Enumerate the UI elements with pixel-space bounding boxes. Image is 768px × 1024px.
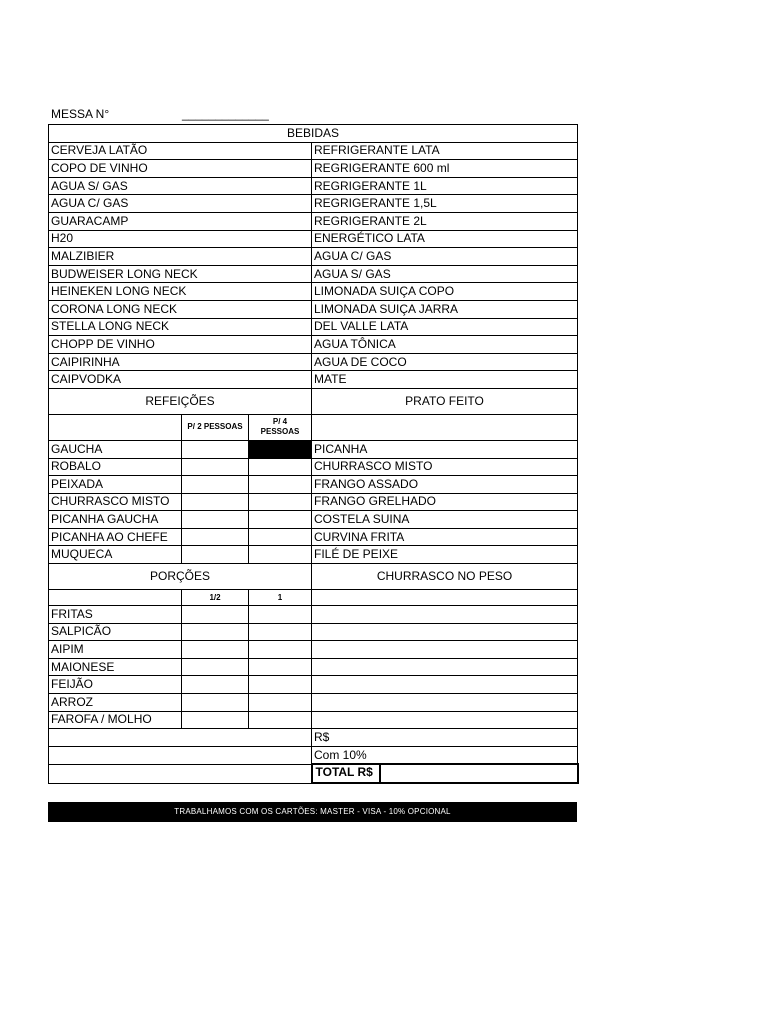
qty-2-pessoas[interactable] xyxy=(182,458,249,476)
refeicao-item[interactable]: PEIXADA xyxy=(49,476,182,494)
porcoes-title: PORÇÕES xyxy=(49,564,312,590)
refeicao-item[interactable]: MUQUECA xyxy=(49,546,182,564)
qty-meia[interactable] xyxy=(182,641,249,659)
bebida-item-right[interactable]: AGUA C/ GAS xyxy=(312,248,578,266)
bebidas-row xyxy=(49,353,578,371)
prato-feito-subheader-blank xyxy=(312,414,578,440)
qty-4-pessoas[interactable] xyxy=(249,546,312,564)
refeicao-item[interactable]: PICANHA GAUCHA xyxy=(49,511,182,529)
churrasco-title: CHURRASCO NO PESO xyxy=(312,564,578,590)
porcao-item[interactable]: FEIJÃO xyxy=(49,676,182,694)
prato-feito-item[interactable]: CURVINA FRITA xyxy=(312,528,578,546)
total-rs[interactable] xyxy=(312,764,578,783)
bebidas-row xyxy=(49,318,578,336)
churrasco-entry[interactable] xyxy=(312,623,578,641)
prato-feito-item[interactable]: FILÉ DE PEIXE xyxy=(312,546,578,564)
qty-2-pessoas[interactable] xyxy=(182,476,249,494)
bebidas-row xyxy=(49,142,578,160)
bebida-item-left[interactable]: MALZIBIER xyxy=(49,248,312,266)
bebida-item-left[interactable]: H20 xyxy=(49,230,312,248)
bebida-item-right[interactable]: MATE xyxy=(312,371,578,389)
prato-feito-item[interactable]: PICANHA xyxy=(312,440,578,458)
bebida-item-left[interactable]: HEINEKEN LONG NECK xyxy=(49,283,312,301)
order-sheet xyxy=(48,106,577,822)
bebidas-title: BEBIDAS xyxy=(49,125,578,143)
qty-meia[interactable] xyxy=(182,623,249,641)
bebida-item-left[interactable]: AGUA S/ GAS xyxy=(49,177,312,195)
bebidas-row xyxy=(49,230,578,248)
qty-inteira[interactable] xyxy=(249,606,312,624)
bebida-item-right[interactable]: REGRIGERANTE 1L xyxy=(312,177,578,195)
bebida-item-left[interactable]: CERVEJA LATÃO xyxy=(49,142,312,160)
qty-4-pessoas-blocked xyxy=(249,440,312,458)
qty-4-pessoas[interactable] xyxy=(249,493,312,511)
table-number-row xyxy=(48,106,577,124)
qty-inteira[interactable] xyxy=(249,623,312,641)
bebida-item-left[interactable]: CHOPP DE VINHO xyxy=(49,336,312,354)
payment-footer: TRABALHAMOS COM OS CARTÕES: MASTER - VISA - 10% OPCIONAL xyxy=(48,802,577,822)
prato-feito-item[interactable]: CHURRASCO MISTO xyxy=(312,458,578,476)
col-4-pessoas-line2: PESSOAS xyxy=(260,427,300,437)
porcao-row xyxy=(49,711,578,729)
porcao-item[interactable]: FRITAS xyxy=(49,606,182,624)
bebidas-row xyxy=(49,212,578,230)
bebida-item-right[interactable]: REGRIGERANTE 2L xyxy=(312,212,578,230)
bebida-item-right[interactable]: AGUA TÔNICA xyxy=(312,336,578,354)
qty-4-pessoas[interactable] xyxy=(249,528,312,546)
col-inteira: 1 xyxy=(249,590,312,606)
porcao-item[interactable]: FAROFA / MOLHO xyxy=(49,711,182,729)
total-rs-label: TOTAL R$ xyxy=(313,765,381,782)
qty-2-pessoas[interactable] xyxy=(182,546,249,564)
bebidas-row xyxy=(49,300,578,318)
refeicao-row xyxy=(49,511,578,529)
bebidas-row xyxy=(49,371,578,389)
bebida-item-right[interactable]: REFRIGERANTE LATA xyxy=(312,142,578,160)
bebidas-row xyxy=(49,265,578,283)
bebidas-row xyxy=(49,160,578,178)
order-table xyxy=(48,124,579,784)
bebidas-row xyxy=(49,177,578,195)
qty-4-pessoas[interactable] xyxy=(249,458,312,476)
bebida-item-right[interactable]: REGRIGERANTE 1,5L xyxy=(312,195,578,213)
porcao-row xyxy=(49,658,578,676)
col-4-pessoas xyxy=(249,414,312,440)
prato-feito-item[interactable]: FRANGO GRELHADO xyxy=(312,493,578,511)
bebida-item-right[interactable]: DEL VALLE LATA xyxy=(312,318,578,336)
bebida-item-right[interactable]: REGRIGERANTE 600 ml xyxy=(312,160,578,178)
bebidas-row xyxy=(49,336,578,354)
refeicao-row xyxy=(49,458,578,476)
bebida-item-left[interactable]: STELLA LONG NECK xyxy=(49,318,312,336)
total-rs-value[interactable] xyxy=(381,765,577,782)
bebida-item-left[interactable]: BUDWEISER LONG NECK xyxy=(49,265,312,283)
qty-inteira[interactable] xyxy=(249,694,312,712)
qty-meia[interactable] xyxy=(182,676,249,694)
porcao-row xyxy=(49,623,578,641)
bebida-item-left[interactable]: CORONA LONG NECK xyxy=(49,300,312,318)
porcoes-subheader-blank xyxy=(49,590,182,606)
refeicao-item[interactable]: GAUCHA xyxy=(49,440,182,458)
qty-4-pessoas[interactable] xyxy=(249,476,312,494)
totals-blank xyxy=(49,729,312,747)
subtotal-com-10[interactable]: Com 10% xyxy=(312,746,578,764)
col-4-pessoas-line1: P/ 4 xyxy=(272,417,288,427)
qty-inteira[interactable] xyxy=(249,641,312,659)
qty-meia[interactable] xyxy=(182,694,249,712)
porcao-item[interactable]: SALPICÃO xyxy=(49,623,182,641)
porcao-row xyxy=(49,676,578,694)
refeicoes-subheader-blank xyxy=(49,414,182,440)
bebida-item-left[interactable]: COPO DE VINHO xyxy=(49,160,312,178)
bebida-item-left[interactable]: CAIPVODKA xyxy=(49,371,312,389)
refeicao-item[interactable]: ROBALO xyxy=(49,458,182,476)
bebida-item-right[interactable]: AGUA DE COCO xyxy=(312,353,578,371)
subtotal-rs[interactable]: R$ xyxy=(312,729,578,747)
refeicao-item[interactable]: PICANHA AO CHEFE xyxy=(49,528,182,546)
porcao-item[interactable]: AIPIM xyxy=(49,641,182,659)
refeicao-row xyxy=(49,493,578,511)
bebida-item-left[interactable]: GUARACAMP xyxy=(49,212,312,230)
col-2-pessoas: P/ 2 PESSOAS xyxy=(182,414,249,440)
refeicoes-title: REFEIÇÕES xyxy=(49,388,312,414)
totals-blank xyxy=(49,764,312,783)
churrasco-entry[interactable] xyxy=(312,676,578,694)
refeicao-row xyxy=(49,528,578,546)
refeicao-item[interactable]: CHURRASCO MISTO xyxy=(49,493,182,511)
qty-2-pessoas[interactable] xyxy=(182,528,249,546)
table-number-label: MESSA N° xyxy=(51,107,110,121)
col-meia: 1/2 xyxy=(182,590,249,606)
qty-4-pessoas[interactable] xyxy=(249,511,312,529)
churrasco-entry[interactable] xyxy=(312,694,578,712)
bebida-item-right[interactable]: LIMONADA SUIÇA COPO xyxy=(312,283,578,301)
bebida-item-left[interactable]: CAIPIRINHA xyxy=(49,353,312,371)
porcao-row xyxy=(49,694,578,712)
refeicao-row xyxy=(49,440,578,458)
qty-inteira[interactable] xyxy=(249,676,312,694)
refeicao-row xyxy=(49,546,578,564)
bebida-item-right[interactable]: ENERGÉTICO LATA xyxy=(312,230,578,248)
churrasco-subheader-blank xyxy=(312,590,578,606)
bebidas-row xyxy=(49,283,578,301)
bebida-item-left[interactable]: AGUA C/ GAS xyxy=(49,195,312,213)
bebidas-row xyxy=(49,248,578,266)
qty-2-pessoas[interactable] xyxy=(182,440,249,458)
qty-2-pessoas[interactable] xyxy=(182,493,249,511)
bebida-item-right[interactable]: AGUA S/ GAS xyxy=(312,265,578,283)
refeicao-row xyxy=(49,476,578,494)
table-number-field[interactable]: _____________ xyxy=(182,107,269,121)
churrasco-entry[interactable] xyxy=(312,641,578,659)
qty-inteira[interactable] xyxy=(249,711,312,729)
qty-meia[interactable] xyxy=(182,658,249,676)
prato-feito-title: PRATO FEITO xyxy=(312,388,578,414)
porcao-item[interactable]: MAIONESE xyxy=(49,658,182,676)
prato-feito-item[interactable]: FRANGO ASSADO xyxy=(312,476,578,494)
porcao-row xyxy=(49,641,578,659)
bebidas-row xyxy=(49,195,578,213)
prato-feito-item[interactable]: COSTELA SUINA xyxy=(312,511,578,529)
churrasco-entry[interactable] xyxy=(312,658,578,676)
porcao-row xyxy=(49,606,578,624)
qty-meia[interactable] xyxy=(182,606,249,624)
qty-inteira[interactable] xyxy=(249,658,312,676)
qty-meia[interactable] xyxy=(182,711,249,729)
porcao-item[interactable]: ARROZ xyxy=(49,694,182,712)
churrasco-entry[interactable] xyxy=(312,711,578,729)
churrasco-entry[interactable] xyxy=(312,606,578,624)
totals-blank xyxy=(49,746,312,764)
bebida-item-right[interactable]: LIMONADA SUIÇA JARRA xyxy=(312,300,578,318)
qty-2-pessoas[interactable] xyxy=(182,511,249,529)
